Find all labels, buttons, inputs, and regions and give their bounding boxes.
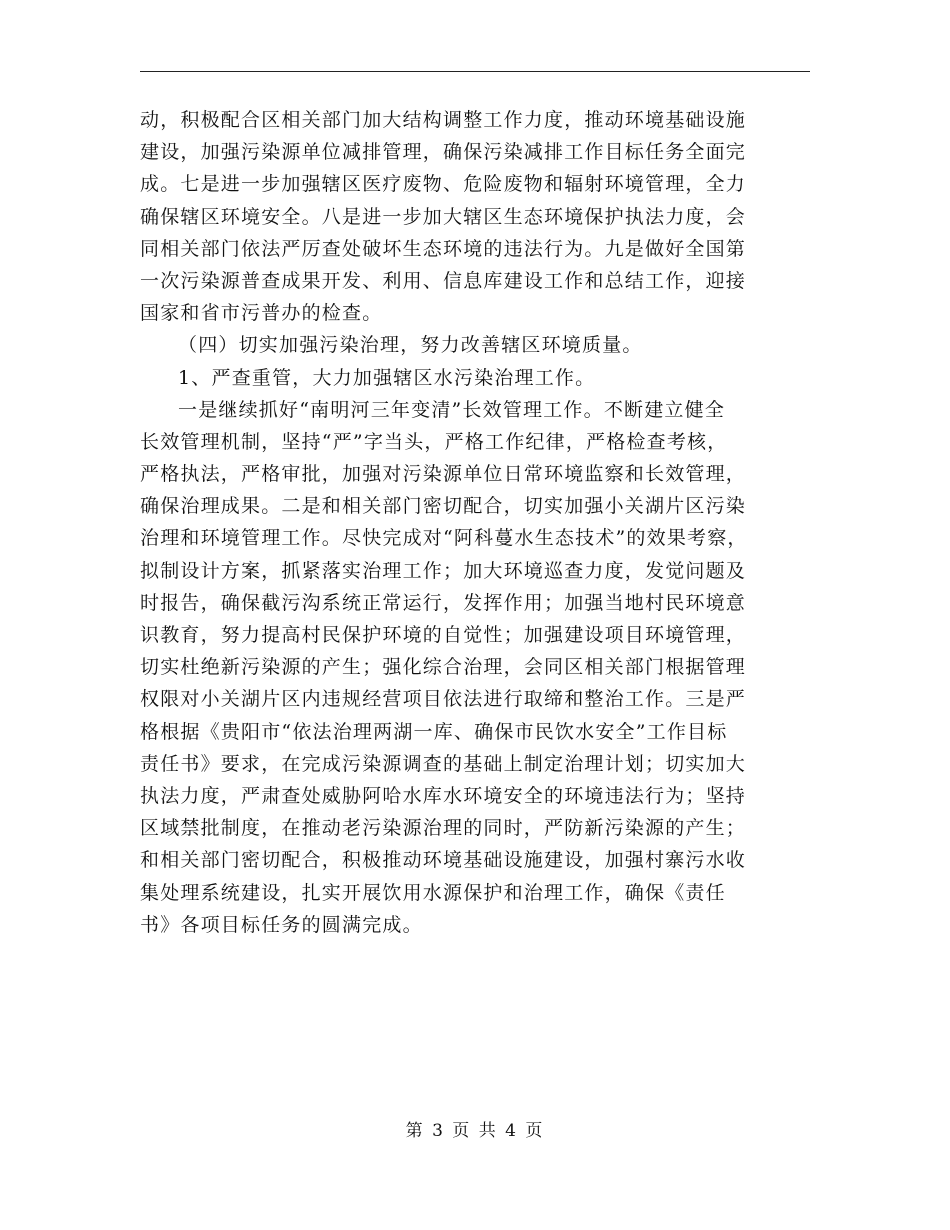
text-line: 时报告，确保截污沟系统正常运行，发挥作用；加强当地村民环境意 — [140, 591, 747, 614]
page-number-footer: 第 3 页 共 4 页 — [405, 1121, 545, 1141]
text-line: 区域禁批制度，在推动老污染源治理的同时，严防新污染源的产生； — [140, 817, 747, 840]
text-line: 同相关部门依法严厉查处破坏生态环境的违法行为。九是做好全国第 — [140, 237, 747, 260]
text-line: 确保辖区环境安全。八是进一步加大辖区生态环境保护执法力度，会 — [140, 205, 747, 228]
text-line: 动，积极配合区相关部门加大结构调整工作力度，推动环境基础设施 — [140, 109, 747, 131]
text-line: 识教育，努力提高村民保护环境的自觉性；加强建设项目环境管理， — [140, 624, 747, 646]
text-line: 一次污染源普查成果开发、利用、信息库建设工作和总结工作，迎接 — [140, 269, 747, 292]
text-line: 责任书》要求，在完成污染源调查的基础上制定治理计划；切实加大 — [140, 752, 747, 775]
text-line: 严格执法，严格审批，加强对污染源单位日常环境监察和长效管理， — [140, 463, 747, 486]
text-line: 成。七是进一步加强辖区医疗废物、危险废物和辐射环境管理，全力 — [140, 173, 747, 196]
text-line: 书》各项目标任务的圆满完成。 — [140, 913, 423, 936]
text-line: 确保治理成果。二是和相关部门密切配合，切实加强小关湖片区污染 — [140, 495, 747, 518]
text-line: 格根据《贵阳市“依法治理两湖一库、确保市民饮水安全”工作目标 — [140, 720, 728, 743]
text-line: 集处理系统建设，扎实开展饮用水源保护和治理工作，确保《责任 — [140, 881, 726, 904]
text-line: 一是继续抓好“南明河三年变清”长效管理工作。不断建立健全 — [178, 398, 726, 421]
text-line: 执法力度，严肃查处威胁阿哈水库水环境安全的环境违法行为；坚持 — [140, 784, 747, 807]
header-rule — [140, 71, 810, 72]
text-line: 权限对小关湖片区内违规经营项目依法进行取缔和整治工作。三是严 — [140, 688, 747, 711]
text-line: 长效管理机制，坚持“严”字当头，严格工作纪律，严格检查考核， — [140, 430, 728, 453]
text-line: 和相关部门密切配合，积极推动环境基础设施建设，加强村寨污水收 — [140, 849, 747, 872]
document-body — [140, 104, 820, 941]
section-heading: （四）切实加强污染治理，努力改善辖区环境质量。 — [178, 334, 643, 357]
subsection-heading: 1、严查重管，大力加强辖区水污染治理工作。 — [178, 366, 596, 389]
text-line: 切实杜绝新污染源的产生；强化综合治理，会同区相关部门根据管理 — [140, 656, 747, 679]
text-line: 国家和省市污普办的检查。 — [140, 302, 383, 325]
text-line: 治理和环境管理工作。尽快完成对“阿科蔓水生态技术”的效果考察， — [140, 527, 748, 550]
text-line: 建设，加强污染源单位减排管理，确保污染减排工作目标任务全面完 — [140, 141, 747, 164]
text-line: 拟制设计方案，抓紧落实治理工作；加大环境巡查力度，发觉问题及 — [140, 559, 747, 582]
